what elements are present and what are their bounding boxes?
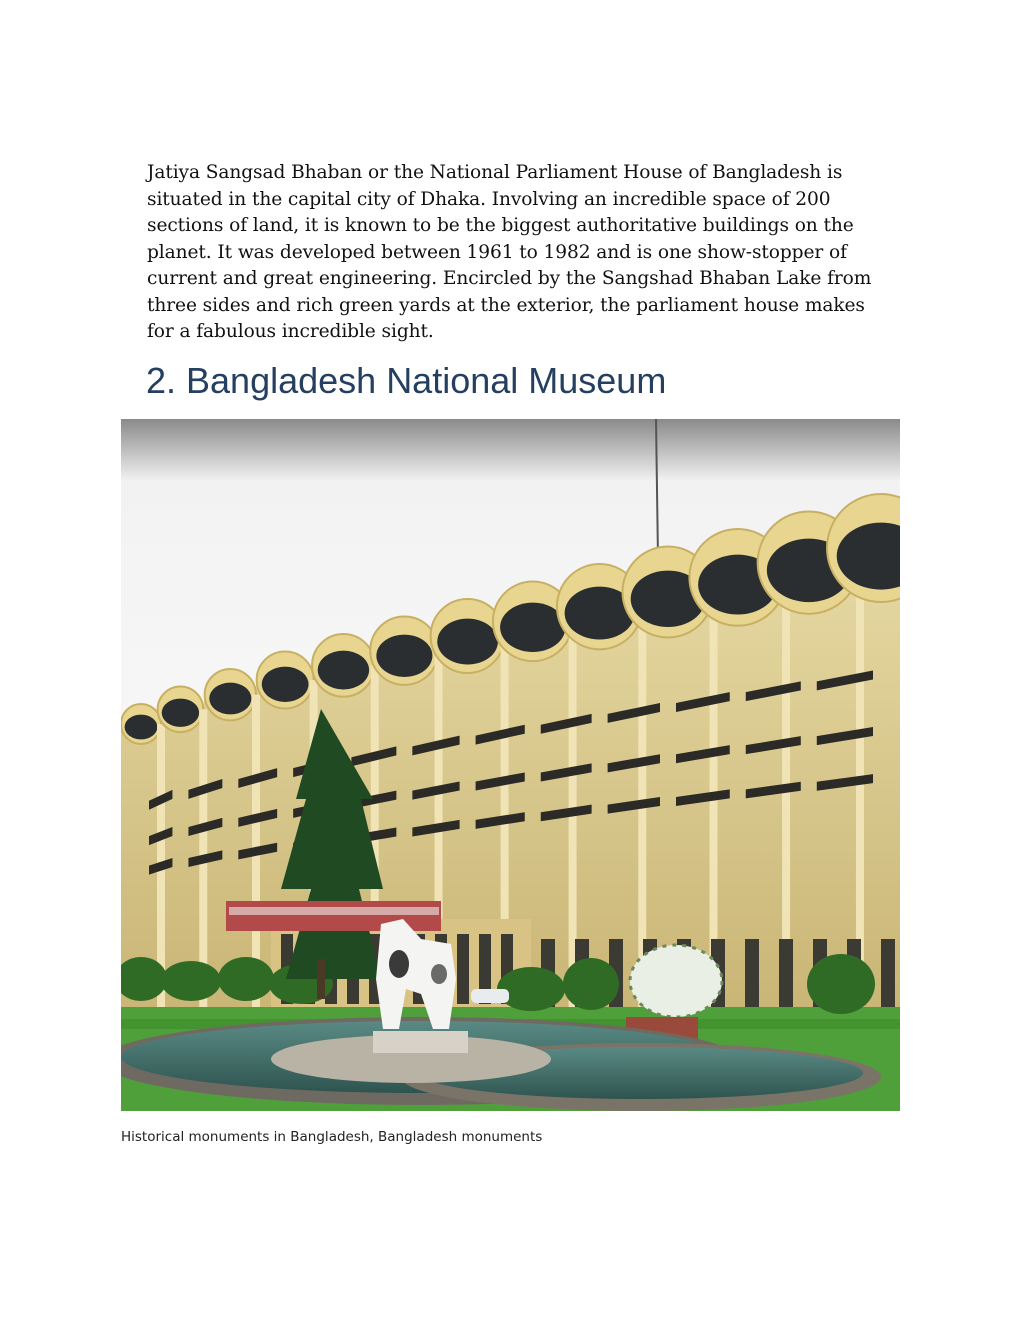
intro-paragraph: Jatiya Sangsad Bhaban or the National Parliament House of Bangladesh is situated in the capital city of Dhaka. Involving an incredible space of 200 sections of land, it is known to be the biggest authoritative buildings on the planet. It was developed between 1961 to 1982 and is one show-stopper of current and great engineering. Encircled by the Sangshad Bhaban Lake from three sides and rich green yards at the exterior, the parliament house makes for a fabulous incredible sight.: [147, 162, 872, 342]
museum-photo: [121, 419, 900, 1111]
section-heading: 2. Bangladesh National Museum: [146, 360, 667, 401]
photo-caption: Historical monuments in Bangladesh, Bangladesh monuments: [121, 1129, 543, 1145]
